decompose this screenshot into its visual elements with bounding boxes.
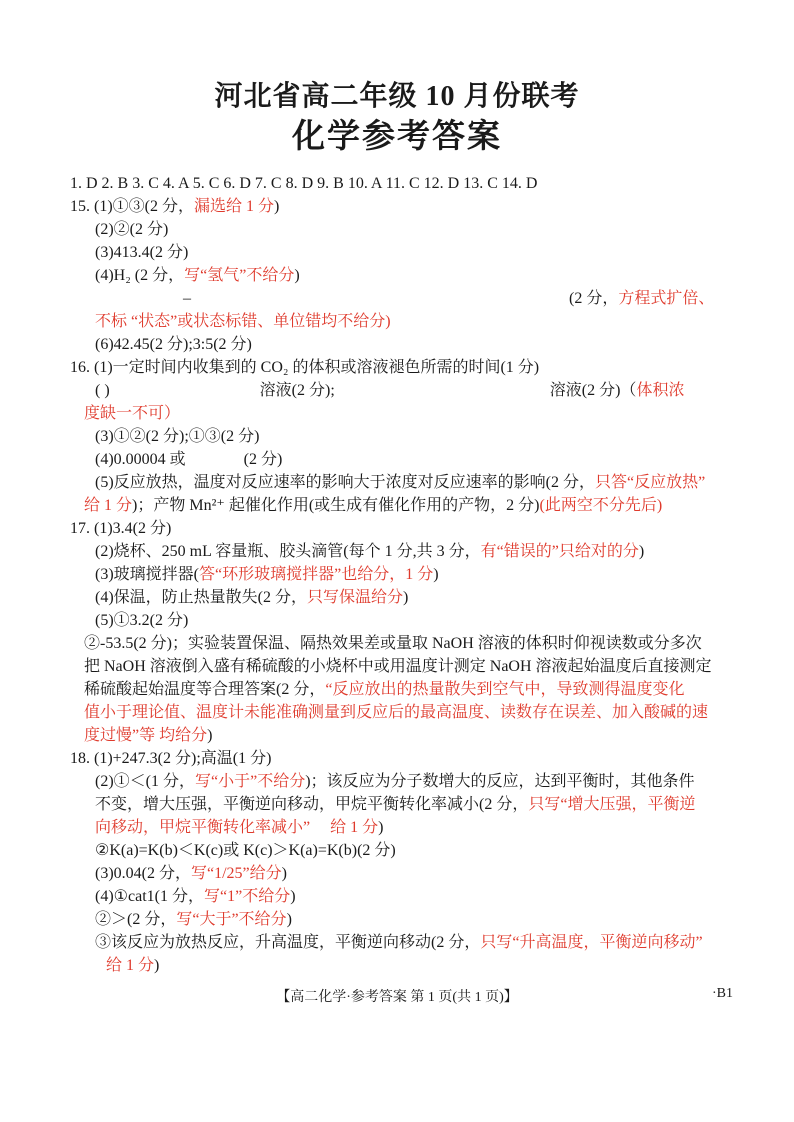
answer-line — [84, 402, 754, 425]
answer-line — [106, 954, 754, 977]
answer-text: 把 NaOH 溶液倒入盛有稀硫酸的小烧杯中或用温度计测定 NaOH 溶液起始温度后直接测定 — [84, 658, 712, 675]
answer-line — [95, 908, 754, 931]
answer-line — [95, 471, 754, 494]
answer-text: (4)0.00004 或 — [95, 451, 186, 468]
answer-line — [84, 494, 754, 517]
grading-note-text: 值小于理论值、温度计未能准确测量到反应后的最高温度、读数存在误差、加入酸碱的速 — [84, 704, 709, 721]
answer-text: ) — [290, 888, 296, 905]
grading-note-text: “反应放出的热量散失到空气中，导致测得温度变化 — [325, 681, 685, 698]
answer-text: (3)0.04(2 分， — [95, 865, 191, 882]
answer-text: 溶液(2 分)（ — [549, 382, 637, 399]
grading-note-text: 给 1 分 — [84, 497, 133, 514]
answer-text: – — [183, 290, 191, 307]
grading-note-text: 给 1 分 — [106, 957, 155, 974]
answer-text: (2)烧杯、250 mL 容量瓶、胶头滴管(每个 1 分,共 3 分， — [95, 543, 481, 560]
blank-space — [335, 394, 550, 395]
answer-line — [95, 586, 754, 609]
answer-line — [95, 448, 754, 471]
answer-text: ) — [294, 267, 300, 284]
answer-line — [95, 609, 754, 632]
answer-line — [95, 310, 754, 333]
answer-line — [95, 264, 754, 287]
grading-note-text: 体积浓 — [636, 382, 685, 399]
grading-note-text: 度过慢”等 均给分 — [84, 727, 208, 744]
answer-line — [70, 172, 754, 195]
answer-line — [95, 333, 754, 356]
answer-line — [95, 540, 754, 563]
blank-space — [95, 302, 183, 303]
answer-text: (4)①cat1(1 分， — [95, 888, 204, 905]
page-title: 化学参考答案 — [292, 119, 502, 155]
answer-line — [95, 862, 754, 885]
answer-line — [84, 632, 754, 655]
grading-note-text: 只写“增大压强，平衡逆 — [528, 796, 696, 813]
answer-line — [95, 425, 754, 448]
answer-line — [70, 517, 754, 540]
answer-text: 1. D 2. B 3. C 4. A 5. C 6. D 7. C 8. D 9. B 10. A 11. C 12. D 13. C 14. D — [70, 175, 538, 192]
answer-text: )；产物 Mn²⁺ 起催化作用(或生成有催化作用的产物，2 分) — [132, 497, 540, 514]
answer-text: (3)①②(2 分);①③(2 分) — [95, 428, 260, 445]
grading-note-text: 只写“升高温度，平衡逆向移动” — [480, 934, 703, 951]
answer-text: (2)②(2 分) — [95, 221, 169, 238]
footer-page-label: 【高二化学·参考答案 第 1 页(共 1 页)】 — [276, 990, 518, 1005]
answer-text: 18. (1)+247.3(2 分);高温(1 分) — [70, 750, 272, 767]
answer-line — [95, 379, 754, 402]
blank-space — [110, 394, 260, 395]
grading-note-text: 度缺一不可） — [84, 405, 181, 422]
answer-text: ) — [433, 566, 439, 583]
answer-line — [95, 931, 754, 954]
answer-text: ②＞(2 分， — [95, 911, 177, 928]
answer-text: (2 分， — [569, 290, 619, 307]
blank-space — [191, 302, 569, 303]
answer-text: 17. (1)3.4(2 分) — [70, 520, 172, 537]
grading-note-text: 写“小于”不给分 — [195, 773, 306, 790]
answer-text: (4)保温，防止热量散失(2 分， — [95, 589, 307, 606]
answer-line — [95, 287, 754, 310]
answer-text: (3)玻璃搅拌器( — [95, 566, 199, 583]
grading-note-text: 漏选给 1 分 — [194, 198, 275, 215]
grading-note-text: 只写保温给分 — [307, 589, 404, 606]
answer-text: (5)反应放热，温度对反应速率的影响大于浓度对反应速率的影响(2 分， — [95, 474, 595, 491]
answer-text: (2 分) — [243, 451, 283, 468]
answer-line — [70, 747, 754, 770]
answer-text: ) — [281, 865, 287, 882]
answer-lines — [70, 172, 754, 977]
answer-text: ②-53.5(2 分)；实验装置保温、隔热效果差或量取 NaOH 溶液的体积时仰视读数或分多次 — [84, 635, 702, 652]
footer-code: ·B1 — [712, 986, 733, 1001]
answer-text: 不变，增大压强，平衡逆向移动，甲烷平衡转化率减小(2 分， — [95, 796, 529, 813]
answer-text: (5)①3.2(2 分) — [95, 612, 189, 629]
answer-text: 15. (1)①③(2 分， — [70, 198, 194, 215]
answer-text: 溶液(2 分); — [259, 382, 335, 399]
answer-text: ( ) — [95, 382, 110, 399]
answer-text: (6)42.45(2 分);3:5(2 分) — [95, 336, 252, 353]
answer-text: ) — [207, 727, 213, 744]
answer-text: ③该反应为放热反应，升高温度，平衡逆向移动(2 分， — [95, 934, 481, 951]
answer-text: ) — [638, 543, 645, 560]
answer-text: ) — [378, 819, 384, 836]
answer-text: (3)413.4(2 分) — [95, 244, 189, 261]
grading-note-text: 写“大于”不给分 — [176, 911, 287, 928]
answer-text: 16. (1)一定时间内收集到的 CO₂ 的体积或溶液褪色所需的时间(1 分) — [70, 359, 540, 376]
grading-note-text: 写“氢气”不给分 — [184, 267, 295, 284]
answer-text: ) — [286, 911, 292, 928]
grading-note-text: (此两空不分先后) — [539, 497, 663, 514]
answer-text: ②K(a)=K(b)＜K(c)或 K(c)＞K(a)=K(b)(2 分) — [95, 842, 396, 859]
answer-line — [70, 356, 754, 379]
answer-line — [84, 655, 754, 678]
answer-line — [95, 563, 754, 586]
answer-line — [84, 701, 754, 724]
answer-text: 稀硫酸起始温度等合理答案(2 分， — [84, 681, 326, 698]
exam-title: 河北省高二年级 10 月份联考 — [214, 81, 580, 112]
grading-note-text: 写“1”不给分 — [203, 888, 291, 905]
grading-note-text: 方程式扩倍、 — [618, 290, 715, 307]
grading-note-text: 答“环形玻璃搅拌器”也给分，1 分 — [199, 566, 434, 583]
answer-line — [84, 678, 754, 701]
answer-line — [95, 793, 754, 816]
answer-line — [95, 885, 754, 908]
answer-text: )；该反应为分子数增大的反应，达到平衡时，其他条件 — [305, 773, 695, 790]
grading-note-text: 只答“反应放热” — [595, 474, 706, 491]
answer-text: (2)①＜(1 分， — [95, 773, 195, 790]
answer-line — [95, 241, 754, 264]
answer-line — [70, 195, 754, 218]
answer-text: (4)H₂ (2 分， — [95, 267, 185, 284]
answer-line — [84, 724, 754, 747]
answer-line — [95, 770, 754, 793]
answer-text: ) — [154, 957, 160, 974]
grading-note-text: 写“1/25”给分 — [191, 865, 282, 882]
grading-note-text: 不标 “状态”或状态标错、单位错均不给分) — [95, 313, 391, 330]
answer-line — [95, 839, 754, 862]
answer-text: ) — [274, 198, 280, 215]
grading-note-text: 有“错误的”只给对的分 — [480, 543, 639, 560]
grading-note-text: 向移动，甲烷平衡转化率减小” 给 1 分 — [95, 819, 379, 836]
answer-line — [95, 816, 754, 839]
answer-line — [95, 218, 754, 241]
answer-text: ) — [403, 589, 409, 606]
blank-space — [186, 463, 244, 464]
